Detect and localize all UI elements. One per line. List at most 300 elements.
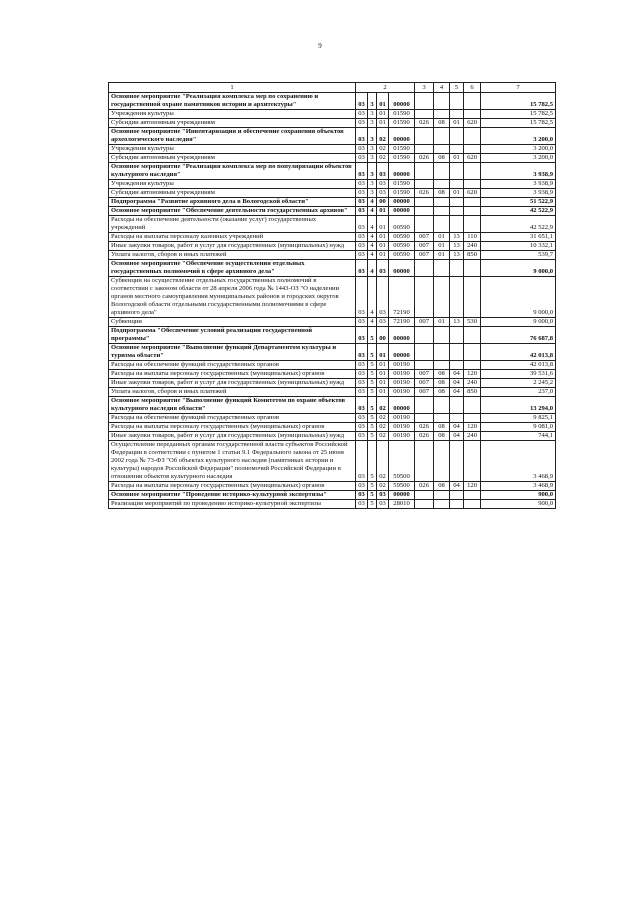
row-name-cell: Расходы на обеспечение функций государственных органов [109,414,356,423]
row-expense-type-cell: 620 [464,119,481,128]
table-row [109,397,556,414]
row-amount-cell: 900,0 [481,500,556,509]
row-name-cell: Иные закупки товаров, работ и услуг для государственных (муниципальных) нужд [109,432,356,441]
row-section-cell [434,207,450,216]
row-code-activity-cell: 01 [377,379,389,388]
row-expense-type-cell [464,180,481,189]
table-row [109,163,556,180]
row-code-program-cell: 03 [356,128,368,145]
row-code-program-cell: 03 [356,500,368,509]
row-dept-cell: 007 [415,318,434,327]
row-name-cell: Уплата налогов, сборов и иных платежей [109,251,356,260]
row-expense-type-cell [464,128,481,145]
table-row [109,216,556,233]
row-code-subprogram-cell: 4 [368,242,377,251]
row-dept-cell: 007 [415,388,434,397]
row-code-activity-cell: 00 [377,327,389,344]
row-code-direction-cell: 00000 [389,260,415,277]
row-code-program-cell: 03 [356,344,368,361]
row-amount-cell: 3 200,0 [481,154,556,163]
row-code-program-cell: 03 [356,482,368,491]
row-name-cell: Субвенции на осуществление отдельных государственных полномочий в соответствии с законом области от 28 апреля 2006 года № 1443-ОЗ "О наделении органов местного самоуправления муниципальных районов и городских округов Вологодской области отдельными государственными полномочиями в сфере архивного дела" [109,277,356,318]
row-amount-cell: 9 825,1 [481,414,556,423]
row-subsection-cell: 04 [450,432,464,441]
row-code-activity-cell: 03 [377,260,389,277]
row-dept-cell [415,277,434,318]
row-dept-cell [415,216,434,233]
row-name-cell: Основное мероприятие "Проведение историко-культурной экспертизы" [109,491,356,500]
row-dept-cell [415,198,434,207]
table-row [109,344,556,361]
row-expense-type-cell [464,441,481,482]
row-code-direction-cell: 00000 [389,128,415,145]
row-amount-cell: 39 531,6 [481,370,556,379]
row-amount-cell: 9 000,0 [481,318,556,327]
row-dept-cell [415,180,434,189]
row-code-activity-cell: 02 [377,432,389,441]
page-number: 9 [318,42,322,50]
row-code-subprogram-cell: 5 [368,344,377,361]
row-dept-cell: 026 [415,154,434,163]
row-name-cell: Расходы на обеспечение деятельности (оказание услуг) государственных учреждений [109,216,356,233]
row-code-activity-cell: 01 [377,242,389,251]
row-expense-type-cell [464,110,481,119]
row-code-activity-cell: 01 [377,251,389,260]
row-amount-cell: 237,0 [481,388,556,397]
row-code-subprogram-cell: 3 [368,145,377,154]
row-expense-type-cell [464,277,481,318]
table-row [109,318,556,327]
row-code-direction-cell: 00590 [389,251,415,260]
row-section-cell [434,397,450,414]
row-amount-cell: 900,0 [481,491,556,500]
row-dept-cell: 026 [415,432,434,441]
row-amount-cell: 31 651,1 [481,233,556,242]
row-amount-cell: 744,1 [481,432,556,441]
row-code-program-cell: 03 [356,189,368,198]
row-code-direction-cell: 00000 [389,163,415,180]
row-name-cell: Основное мероприятие "Выполнение функций Комитетом по охране объектов культурного наследия области" [109,397,356,414]
row-code-program-cell: 03 [356,163,368,180]
row-expense-type-cell: 120 [464,370,481,379]
row-subsection-cell [450,110,464,119]
row-amount-cell: 42 522,9 [481,207,556,216]
row-subsection-cell [450,260,464,277]
row-expense-type-cell: 120 [464,423,481,432]
table-row [109,233,556,242]
row-code-direction-cell: 00190 [389,388,415,397]
row-expense-type-cell: 240 [464,242,481,251]
row-section-cell [434,145,450,154]
row-code-program-cell: 03 [356,233,368,242]
row-subsection-cell [450,500,464,509]
row-dept-cell [415,414,434,423]
row-dept-cell: 026 [415,119,434,128]
row-code-activity-cell: 02 [377,397,389,414]
row-amount-cell: 9 081,0 [481,423,556,432]
row-code-subprogram-cell: 3 [368,119,377,128]
table-row [109,491,556,500]
table-row [109,482,556,491]
row-section-cell [434,500,450,509]
row-amount-cell: 15 782,5 [481,119,556,128]
row-code-program-cell: 03 [356,327,368,344]
row-subsection-cell: 01 [450,154,464,163]
row-code-activity-cell: 02 [377,128,389,145]
row-code-program-cell: 03 [356,414,368,423]
row-code-activity-cell: 03 [377,491,389,500]
row-name-cell: Расходы на выплаты персоналу государственных (муниципальных) органов [109,482,356,491]
row-code-program-cell: 03 [356,361,368,370]
row-expense-type-cell [464,93,481,110]
row-code-subprogram-cell: 4 [368,216,377,233]
table-row [109,388,556,397]
row-amount-cell: 3 938,9 [481,189,556,198]
row-name-cell: Уплата налогов, сборов и иных платежей [109,388,356,397]
row-subsection-cell: 13 [450,242,464,251]
row-dept-cell: 007 [415,251,434,260]
row-amount-cell: 3 200,0 [481,128,556,145]
row-section-cell: 08 [434,119,450,128]
table-row [109,432,556,441]
row-subsection-cell [450,216,464,233]
row-code-direction-cell: 00000 [389,198,415,207]
row-expense-type-cell [464,327,481,344]
row-dept-cell [415,344,434,361]
row-code-direction-cell: 59500 [389,441,415,482]
row-code-subprogram-cell: 5 [368,482,377,491]
row-name-cell: Осуществление переданных органам государственной власти субъектов Российской Федерации в соответствии с пунктом 1 статьи 9.1 Федерального закона от 25 июня 2002 года № 73-ФЗ "Об объектах культурного наследия (памятниках истории и культуры) народов Российской Федерации" полномочий Российской Федерации в отношении объектов культурного наследия [109,441,356,482]
row-dept-cell [415,327,434,344]
table-row [109,119,556,128]
row-dept-cell [415,260,434,277]
row-expense-type-cell [464,414,481,423]
row-code-direction-cell: 00000 [389,344,415,361]
row-code-direction-cell: 01590 [389,189,415,198]
row-amount-cell: 51 522,9 [481,198,556,207]
row-dept-cell [415,93,434,110]
row-code-program-cell: 03 [356,145,368,154]
row-section-cell [434,93,450,110]
row-code-subprogram-cell: 5 [368,327,377,344]
row-code-subprogram-cell: 5 [368,388,377,397]
table-row [109,93,556,110]
row-name-cell: Расходы на выплаты персоналу казенных учреждений [109,233,356,242]
row-code-program-cell: 03 [356,260,368,277]
row-subsection-cell [450,397,464,414]
row-amount-cell: 42 013,8 [481,344,556,361]
row-code-program-cell: 03 [356,119,368,128]
row-name-cell: Основное мероприятие "Инвентаризация и обеспечение сохранения объектов археологического наследия" [109,128,356,145]
row-name-cell: Иные закупки товаров, работ и услуг для государственных (муниципальных) нужд [109,242,356,251]
row-subsection-cell: 04 [450,370,464,379]
row-section-cell [434,441,450,482]
row-dept-cell: 007 [415,233,434,242]
row-code-program-cell: 03 [356,216,368,233]
row-section-cell: 01 [434,233,450,242]
row-code-direction-cell: 00190 [389,414,415,423]
row-code-subprogram-cell: 5 [368,397,377,414]
row-expense-type-cell: 240 [464,379,481,388]
row-name-cell: Субсидии автономным учреждениям [109,154,356,163]
row-code-subprogram-cell: 4 [368,318,377,327]
row-name-cell: Основное мероприятие "Выполнение функций Департаментом культуры и туризма области" [109,344,356,361]
row-code-activity-cell: 02 [377,154,389,163]
row-name-cell: Субсидии автономным учреждениям [109,119,356,128]
row-code-program-cell: 03 [356,154,368,163]
row-subsection-cell [450,277,464,318]
row-subsection-cell: 01 [450,119,464,128]
row-expense-type-cell [464,491,481,500]
table-row [109,423,556,432]
row-code-direction-cell: 00190 [389,432,415,441]
row-expense-type-cell: 120 [464,482,481,491]
row-subsection-cell [450,163,464,180]
row-name-cell: Субсидии автономным учреждениям [109,189,356,198]
row-code-program-cell: 03 [356,277,368,318]
row-code-subprogram-cell: 5 [368,361,377,370]
row-dept-cell [415,207,434,216]
row-code-subprogram-cell: 4 [368,260,377,277]
row-subsection-cell: 04 [450,482,464,491]
row-section-cell: 01 [434,318,450,327]
table-row [109,327,556,344]
row-section-cell [434,491,450,500]
row-code-direction-cell: 00590 [389,216,415,233]
row-code-subprogram-cell: 5 [368,414,377,423]
row-code-subprogram-cell: 4 [368,277,377,318]
row-code-activity-cell: 03 [377,189,389,198]
row-amount-cell: 3 468,9 [481,441,556,482]
row-name-cell: Расходы на обеспечение функций государственных органов [109,361,356,370]
row-subsection-cell [450,145,464,154]
row-code-program-cell: 03 [356,207,368,216]
row-amount-cell: 9 000,0 [481,277,556,318]
table-row [109,189,556,198]
row-subsection-cell: 04 [450,388,464,397]
row-section-cell [434,361,450,370]
row-name-cell: Расходы на выплаты персоналу государственных (муниципальных) органов [109,370,356,379]
row-code-subprogram-cell: 4 [368,207,377,216]
row-name-cell: Основное мероприятие "Обеспечение осуществления отдельных государственных полномочий в сфере архивного дела" [109,260,356,277]
row-dept-cell [415,500,434,509]
row-section-cell [434,163,450,180]
row-code-direction-cell: 72190 [389,318,415,327]
row-amount-cell: 2 245,2 [481,379,556,388]
row-code-subprogram-cell: 3 [368,163,377,180]
row-expense-type-cell: 110 [464,233,481,242]
row-code-activity-cell: 02 [377,414,389,423]
row-section-cell [434,277,450,318]
row-dept-cell [415,145,434,154]
row-code-activity-cell: 00 [377,198,389,207]
row-code-activity-cell: 02 [377,145,389,154]
row-dept-cell: 007 [415,379,434,388]
row-section-cell [434,180,450,189]
row-code-direction-cell: 28010 [389,500,415,509]
row-section-cell: 08 [434,154,450,163]
row-code-activity-cell: 01 [377,110,389,119]
row-code-activity-cell: 01 [377,216,389,233]
row-expense-type-cell [464,163,481,180]
row-code-subprogram-cell: 5 [368,379,377,388]
table-row [109,128,556,145]
row-name-cell: Субвенции [109,318,356,327]
row-code-subprogram-cell: 5 [368,370,377,379]
row-code-activity-cell: 01 [377,233,389,242]
row-dept-cell: 007 [415,370,434,379]
header-cell-amount: 7 [481,83,556,93]
row-code-direction-cell: 00000 [389,93,415,110]
row-name-cell: Подпрограмма "Обеспечение условий реализации государственной программы" [109,327,356,344]
row-code-direction-cell: 00590 [389,233,415,242]
row-code-activity-cell: 01 [377,93,389,110]
row-code-direction-cell: 01590 [389,180,415,189]
row-section-cell [434,344,450,361]
row-subsection-cell [450,93,464,110]
row-section-cell [434,198,450,207]
row-expense-type-cell [464,145,481,154]
row-section-cell: 08 [434,379,450,388]
row-amount-cell: 15 782,5 [481,93,556,110]
row-code-subprogram-cell: 3 [368,128,377,145]
row-name-cell: Реализация мероприятий по проведению историко-культурной экспертизы [109,500,356,509]
row-amount-cell: 3 468,9 [481,482,556,491]
row-section-cell [434,216,450,233]
row-amount-cell: 3 200,0 [481,145,556,154]
row-code-program-cell: 03 [356,379,368,388]
row-code-subprogram-cell: 3 [368,93,377,110]
row-code-subprogram-cell: 4 [368,251,377,260]
row-code-subprogram-cell: 3 [368,154,377,163]
row-subsection-cell: 04 [450,379,464,388]
row-name-cell: Основное мероприятие "Обеспечение деятельности государственных архивов" [109,207,356,216]
row-amount-cell: 10 332,1 [481,242,556,251]
row-dept-cell: 026 [415,423,434,432]
row-section-cell [434,110,450,119]
row-dept-cell: 026 [415,189,434,198]
row-amount-cell: 3 938,9 [481,163,556,180]
row-code-subprogram-cell: 4 [368,233,377,242]
table-row [109,260,556,277]
header-row [109,83,556,93]
row-expense-type-cell [464,500,481,509]
row-code-program-cell: 03 [356,180,368,189]
row-name-cell: Иные закупки товаров, работ и услуг для государственных (муниципальных) нужд [109,379,356,388]
row-code-program-cell: 03 [356,110,368,119]
row-code-subprogram-cell: 5 [368,491,377,500]
row-amount-cell: 42 522,9 [481,216,556,233]
table-row [109,207,556,216]
table-row [109,251,556,260]
row-dept-cell: 007 [415,242,434,251]
row-subsection-cell [450,414,464,423]
row-dept-cell [415,491,434,500]
row-code-subprogram-cell: 5 [368,500,377,509]
budget-table [108,82,556,509]
row-code-activity-cell: 03 [377,180,389,189]
row-section-cell [434,327,450,344]
row-code-direction-cell: 01590 [389,145,415,154]
row-code-activity-cell: 01 [377,370,389,379]
row-expense-type-cell: 240 [464,432,481,441]
row-expense-type-cell: 850 [464,251,481,260]
row-expense-type-cell [464,397,481,414]
row-code-program-cell: 03 [356,432,368,441]
row-section-cell: 08 [434,432,450,441]
row-code-subprogram-cell: 3 [368,110,377,119]
row-code-subprogram-cell: 5 [368,432,377,441]
header-cell-section: 4 [434,83,450,93]
row-name-cell: Основное мероприятие "Реализация комплекса мер по сохранению и государственной охране памятников истории и архитектуры" [109,93,356,110]
row-amount-cell: 3 938,9 [481,180,556,189]
table-row [109,145,556,154]
row-subsection-cell: 04 [450,423,464,432]
row-code-program-cell: 03 [356,491,368,500]
row-code-activity-cell: 01 [377,361,389,370]
header-cell-expense-type: 6 [464,83,481,93]
row-code-subprogram-cell: 3 [368,189,377,198]
row-code-activity-cell: 01 [377,388,389,397]
row-dept-cell [415,128,434,145]
row-dept-cell [415,441,434,482]
row-code-direction-cell: 00000 [389,491,415,500]
table-row [109,379,556,388]
row-amount-cell: 9 000,0 [481,260,556,277]
row-subsection-cell [450,441,464,482]
row-code-direction-cell: 00190 [389,370,415,379]
row-code-direction-cell: 00190 [389,423,415,432]
table-row [109,370,556,379]
row-subsection-cell: 13 [450,251,464,260]
row-code-activity-cell: 01 [377,344,389,361]
row-code-activity-cell: 03 [377,277,389,318]
row-amount-cell: 42 013,8 [481,361,556,370]
row-name-cell: Основное мероприятие "Реализация комплекса мер по популяризации объектов культурного наследия" [109,163,356,180]
table-row [109,414,556,423]
row-subsection-cell [450,207,464,216]
row-expense-type-cell: 850 [464,388,481,397]
table-row [109,154,556,163]
row-code-program-cell: 03 [356,397,368,414]
row-expense-type-cell: 530 [464,318,481,327]
row-dept-cell [415,361,434,370]
row-expense-type-cell [464,207,481,216]
row-subsection-cell [450,180,464,189]
table-row [109,277,556,318]
header-cell-dept: 3 [415,83,434,93]
row-name-cell: Расходы на выплаты персоналу государственных (муниципальных) органов [109,423,356,432]
row-amount-cell: 539,7 [481,251,556,260]
row-dept-cell [415,397,434,414]
row-subsection-cell [450,344,464,361]
row-code-program-cell: 03 [356,93,368,110]
row-code-direction-cell: 00590 [389,242,415,251]
row-subsection-cell [450,491,464,500]
row-code-program-cell: 03 [356,423,368,432]
row-section-cell: 01 [434,242,450,251]
row-section-cell: 08 [434,482,450,491]
row-section-cell [434,128,450,145]
row-subsection-cell [450,361,464,370]
row-code-activity-cell: 03 [377,163,389,180]
row-amount-cell: 13 294,0 [481,397,556,414]
row-code-activity-cell: 02 [377,482,389,491]
row-code-activity-cell: 02 [377,441,389,482]
table-row [109,180,556,189]
table-row [109,361,556,370]
header-cell-code: 2 [356,83,415,93]
